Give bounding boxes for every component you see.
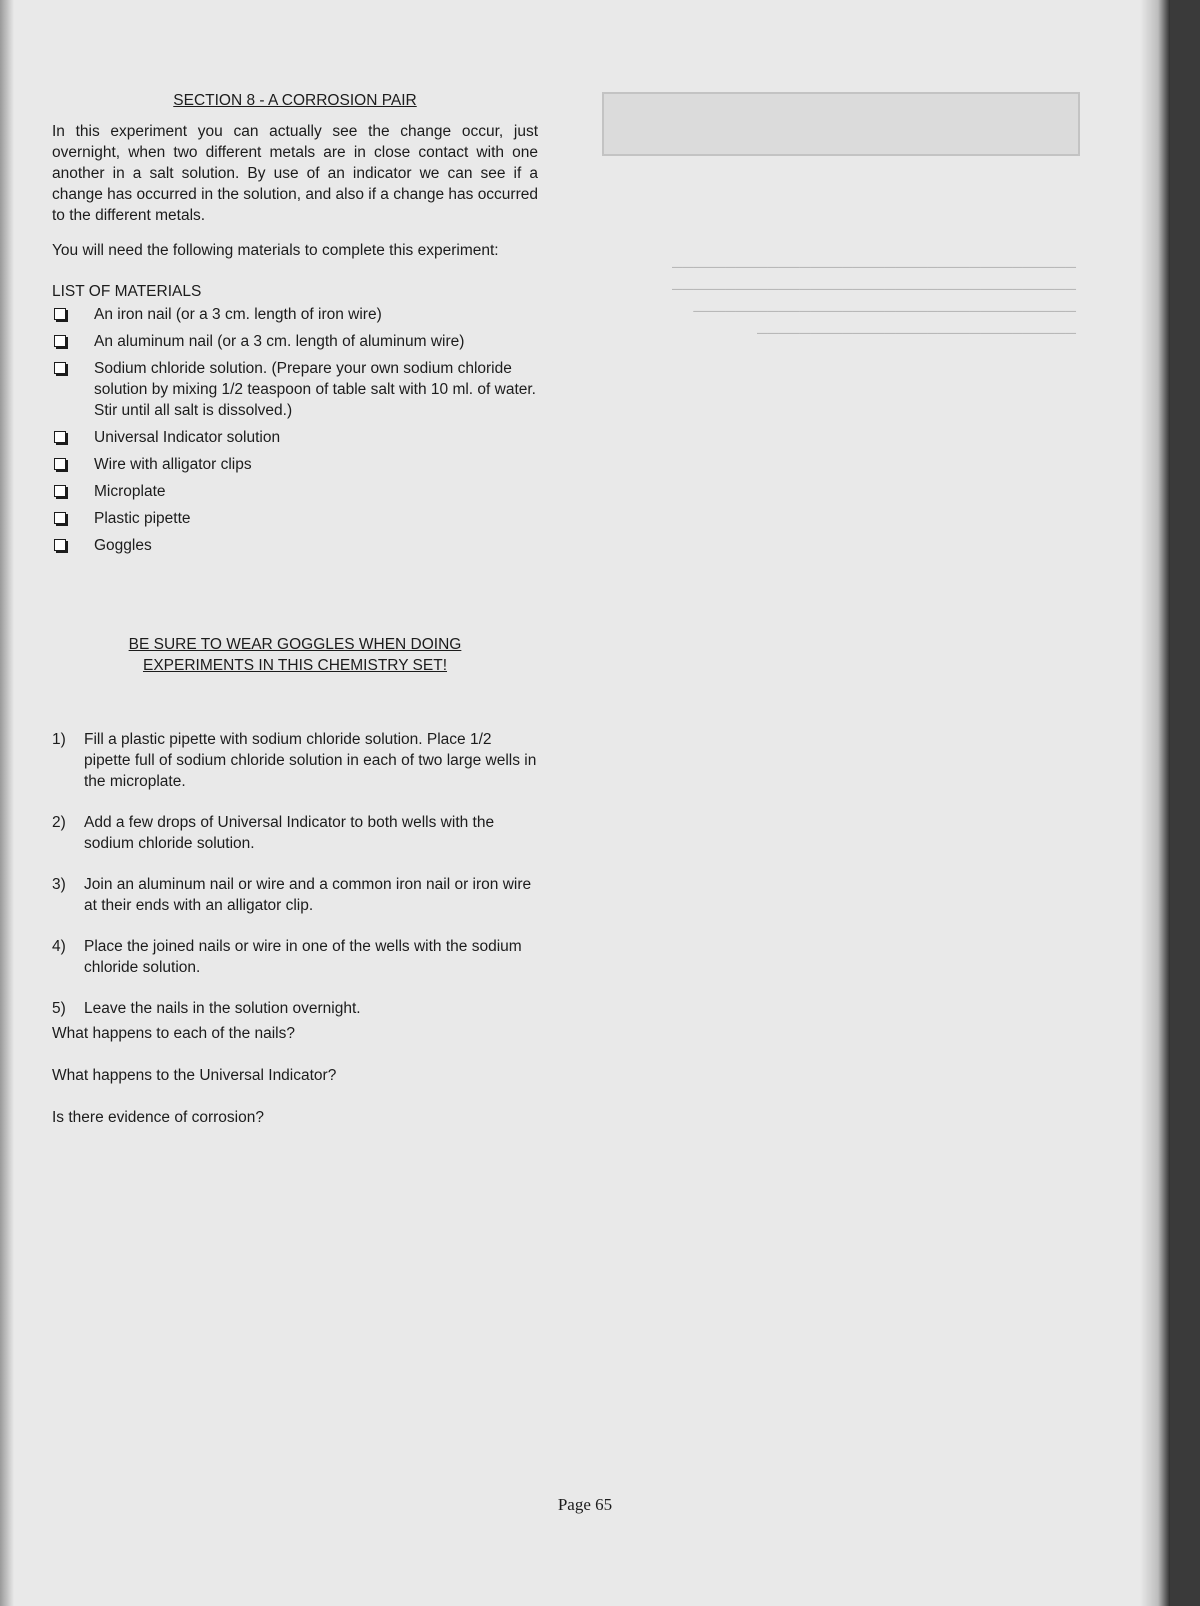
section-title: SECTION 8 - A CORROSION PAIR (173, 92, 417, 109)
checkbox-icon (54, 308, 66, 320)
material-text: Plastic pipette (94, 510, 191, 527)
main-column (52, 90, 538, 1128)
materials-heading: LIST OF MATERIALS (52, 283, 202, 300)
bleed-through-right: ────────────────────────────────────── ────────────────────────────────────── ──────────────────────────────────── ────────────────────────────── (672, 259, 1076, 342)
step-text: Fill a plastic pipette with sodium chloride solution. Place 1/2 pipette full of sodium chloride solution in each of two large wells in the microplate. (84, 731, 537, 790)
warning-line-2: EXPERIMENTS IN THIS CHEMISTRY SET! (142, 657, 448, 674)
page-binding-shadow (0, 0, 14, 1606)
step-item (52, 936, 538, 978)
material-text: Wire with alligator clips (94, 456, 252, 473)
material-text: Microplate (94, 483, 166, 500)
step-item (52, 812, 538, 854)
question-nails: What happens to each of the nails? (52, 1025, 295, 1042)
step-number: 1) (52, 731, 66, 748)
step-text: Join an aluminum nail or wire and a common iron nail or iron wire at their ends with an alligator clip. (84, 876, 532, 914)
materials-intro: You will need the following materials to complete this experiment: (52, 242, 499, 259)
step-text: Add a few drops of Universal Indicator to both wells with the sodium chloride solution. (84, 814, 495, 852)
step-item (52, 874, 538, 916)
intro-paragraph: In this experiment you can actually see the change occur, just overnight, when two different metals are in close contact with one another in a salt solution. By use of an indicator we can see if a change has occurred in the solution, and also if a change has occurred to the different metals. (52, 123, 538, 224)
material-text: An aluminum nail (or a 3 cm. length of aluminum wire) (94, 333, 465, 350)
list-item (52, 454, 538, 475)
page-number: Page 65 (557, 1495, 613, 1514)
materials-list (52, 304, 538, 556)
list-item (52, 427, 538, 448)
step-text: Leave the nails in the solution overnight. (84, 1000, 361, 1017)
checkbox-icon (54, 485, 66, 497)
material-text: An iron nail (or a 3 cm. length of iron wire) (94, 306, 382, 323)
question-indicator: What happens to the Universal Indicator? (52, 1067, 337, 1084)
checkbox-icon (54, 335, 66, 347)
checkbox-icon (54, 458, 66, 470)
step-item (52, 729, 538, 792)
checkbox-icon (54, 431, 66, 443)
bleed-through-title-box (602, 92, 1080, 156)
checkbox-icon (54, 512, 66, 524)
step-number: 5) (52, 1000, 66, 1017)
goggles-warning (52, 634, 538, 676)
material-text: Goggles (94, 537, 152, 554)
step-number: 2) (52, 814, 66, 831)
step-item (52, 998, 538, 1019)
steps-list (52, 729, 538, 1019)
list-item (52, 481, 538, 502)
step-text: Place the joined nails or wire in one of the wells with the sodium chloride solution. (84, 938, 522, 976)
list-item (52, 508, 538, 529)
list-item (52, 358, 538, 421)
list-item (52, 331, 538, 352)
page-edge-shadow (1140, 0, 1170, 1606)
checkbox-icon (54, 539, 66, 551)
material-text: Universal Indicator solution (94, 429, 281, 446)
list-item (52, 535, 538, 556)
question-corrosion: Is there evidence of corrosion? (52, 1109, 264, 1126)
checkbox-icon (54, 362, 66, 374)
warning-line-1: BE SURE TO WEAR GOGGLES WHEN DOING (128, 636, 462, 653)
material-text: Sodium chloride solution. (Prepare your own sodium chloride solution by mixing 1/2 teaspoon of table salt with 10 ml. of water. Stir until all salt is dissolved.) (94, 360, 536, 419)
list-item (52, 304, 538, 325)
step-number: 4) (52, 938, 66, 955)
step-number: 3) (52, 876, 66, 893)
